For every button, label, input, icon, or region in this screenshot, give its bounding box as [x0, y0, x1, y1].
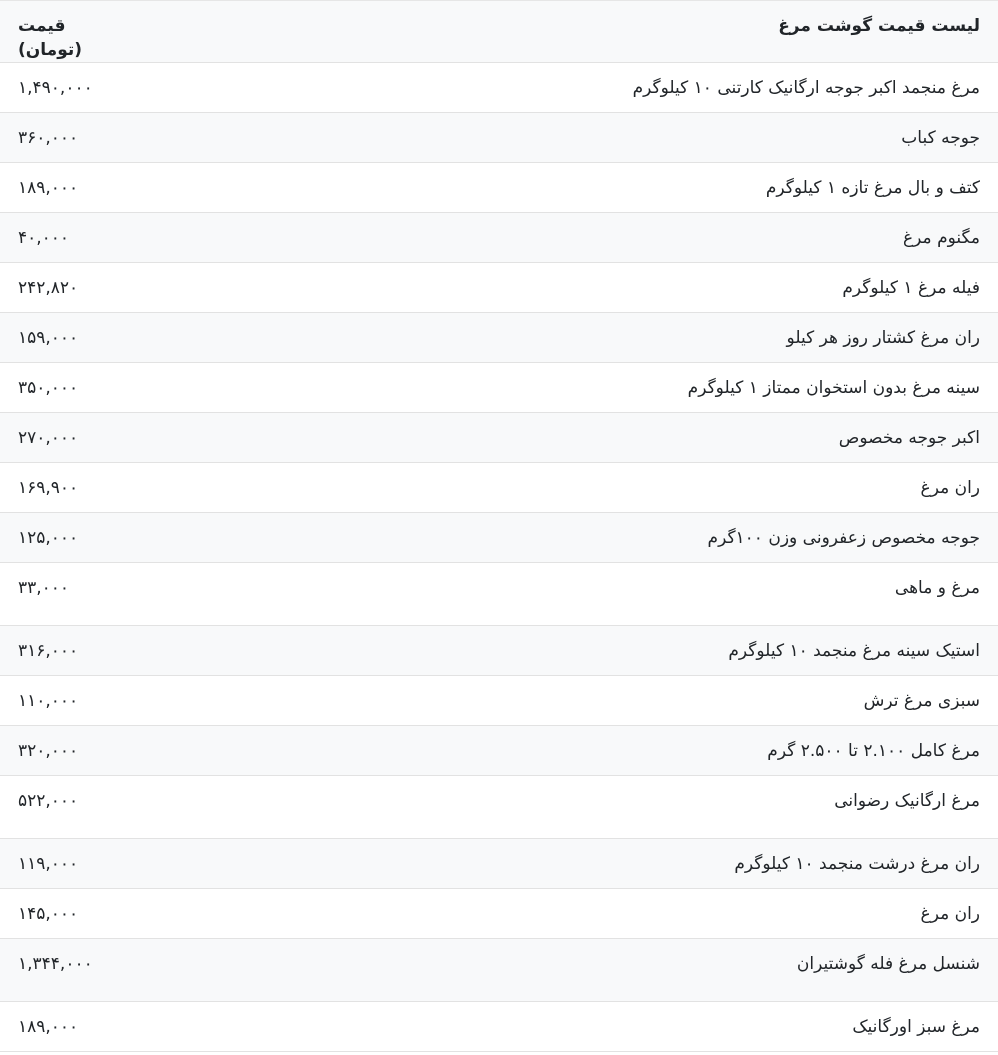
item-name: کتف و بال مرغ تازه ۱ کیلوگرم [150, 163, 998, 213]
item-name: فیله مرغ ۱ کیلوگرم [150, 263, 998, 313]
item-price: ۱۶۹,۹۰۰ [0, 463, 150, 513]
item-name: ران مرغ کشتار روز هر کیلو [150, 313, 998, 363]
item-price: ۱,۳۴۴,۰۰۰ [0, 939, 150, 1002]
item-price: ۱۵۹,۰۰۰ [0, 313, 150, 363]
item-price: ۳۳,۰۰۰ [0, 563, 150, 626]
item-price: ۱۸۹,۰۰۰ [0, 163, 150, 213]
item-name: شنسل مرغ فله گوشتیران [150, 939, 998, 1002]
table-row [0, 263, 998, 313]
item-name: مرغ و ماهی [150, 563, 998, 626]
item-price: ۵۲۲,۰۰۰ [0, 776, 150, 839]
table-row [0, 213, 998, 263]
item-name: جوجه کباب [150, 113, 998, 163]
table-row [0, 726, 998, 776]
item-name: ران مرغ [150, 463, 998, 513]
item-name: ران مرغ درشت منجمد ۱۰ کیلوگرم [150, 839, 998, 889]
table-body [0, 63, 998, 1052]
table-row [0, 463, 998, 513]
table-row [0, 63, 998, 113]
item-price: ۲۴۲,۸۲۰ [0, 263, 150, 313]
item-price: ۱۱۰,۰۰۰ [0, 676, 150, 726]
item-name: مرغ سبز اورگانیک [150, 1002, 998, 1052]
table-row [0, 839, 998, 889]
item-price: ۳۵۰,۰۰۰ [0, 363, 150, 413]
item-name: سبزی مرغ ترش [150, 676, 998, 726]
table-row [0, 413, 998, 463]
table-row [0, 313, 998, 363]
header-price: قیمت (تومان) [0, 1, 150, 63]
table-row [0, 1002, 998, 1052]
item-name: سینه مرغ بدون استخوان ممتاز ۱ کیلوگرم [150, 363, 998, 413]
table-row [0, 163, 998, 213]
item-price: ۴۰,۰۰۰ [0, 213, 150, 263]
item-name: استیک سینه مرغ منجمد ۱۰ کیلوگرم [150, 626, 998, 676]
table-row [0, 363, 998, 413]
item-name: مگنوم مرغ [150, 213, 998, 263]
table-row [0, 513, 998, 563]
header-item-name: لیست قیمت گوشت مرغ [150, 1, 998, 63]
table-row [0, 889, 998, 939]
table-row [0, 939, 998, 1002]
table-row [0, 676, 998, 726]
item-price: ۳۱۶,۰۰۰ [0, 626, 150, 676]
item-price: ۳۶۰,۰۰۰ [0, 113, 150, 163]
item-price: ۱۴۵,۰۰۰ [0, 889, 150, 939]
table-row [0, 563, 998, 626]
item-price: ۱۱۹,۰۰۰ [0, 839, 150, 889]
item-name: مرغ منجمد اکبر جوجه ارگانیک کارتنی ۱۰ کیلوگرم [150, 63, 998, 113]
item-name: مرغ ارگانیک رضوانی [150, 776, 998, 839]
header-row [0, 1, 998, 63]
item-name: جوجه مخصوص زعفرونی وزن ۱۰۰گرم [150, 513, 998, 563]
item-name: ران مرغ [150, 889, 998, 939]
table-header [0, 1, 998, 63]
item-price: ۳۲۰,۰۰۰ [0, 726, 150, 776]
item-price: ۱۸۹,۰۰۰ [0, 1002, 150, 1052]
item-price: ۱,۴۹۰,۰۰۰ [0, 63, 150, 113]
item-name: اکبر جوجه مخصوص [150, 413, 998, 463]
item-price: ۱۲۵,۰۰۰ [0, 513, 150, 563]
table-row [0, 626, 998, 676]
item-name: مرغ کامل ۲.۱۰۰ تا ۲.۵۰۰ گرم [150, 726, 998, 776]
table-row [0, 776, 998, 839]
table-row [0, 113, 998, 163]
item-price: ۲۷۰,۰۰۰ [0, 413, 150, 463]
